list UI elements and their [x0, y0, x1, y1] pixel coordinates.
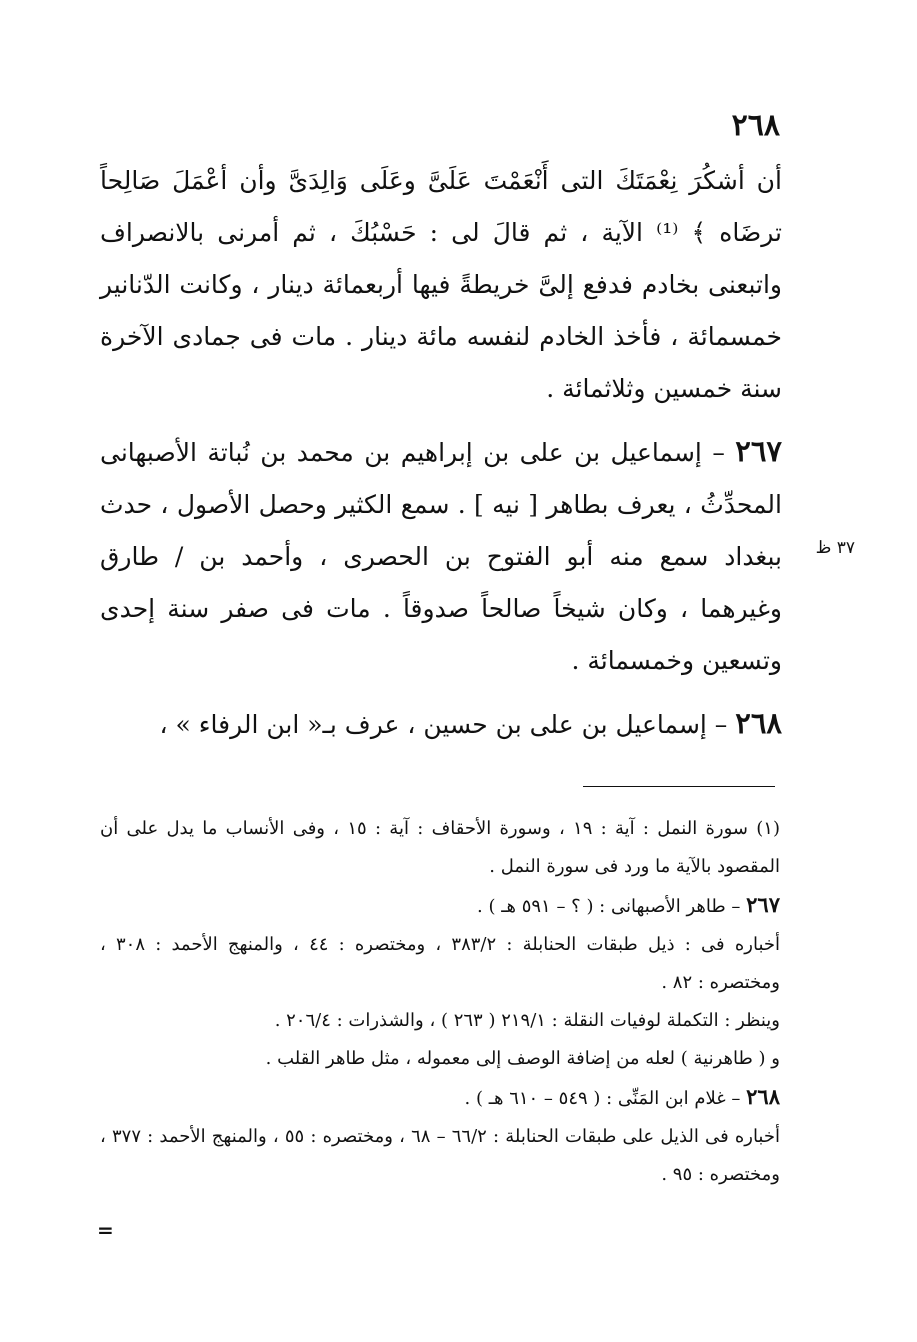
footnote-divider [583, 786, 775, 787]
footnote-267-sources: أخباره فى : ذيل طبقات الحنابلة : ٣٨٣/٢ ، ومختصره : ٤٤ ، والمنهج الأحمد : ٣٠٨ ، ومختصره : ٨٢ . [100, 934, 781, 993]
footnotes [100, 810, 780, 1194]
entry-text-267: – إسماعيل بن على بن إبراهيم بن محمد بن نُباتة الأصبهانى المحدِّثُ ، يعرف بطاهر [ نيه ] . سمع الكثير وحصل الأصول ، حدث ببغداد سمع منه أبو الفتوح بن الحصرى ، وأحمد بن / طارق وغيرهما ، وكان شيخاً صالحاً صدوقاً . مات فى صفر سنة إحدى وتسعين وخمسمائة . [100, 438, 782, 675]
footnote-267-see-also: وينظر : التكملة لوفيات النقلة : ٢١٩/١ ( ٢٦٣ ) ، والشذرات : ٢٠٦/٤ . [274, 1010, 780, 1031]
footnote-268-number: ٢٦٨ [746, 1084, 780, 1109]
footnote-267-remark: و ( طاهرنية ) لعله من إضافة الوصف إلى معموله ، مثل طاهر القلب . [265, 1048, 780, 1069]
entry-number-268: ٢٦٨ [735, 706, 782, 740]
footnote-267-number: ٢٦٧ [746, 892, 780, 917]
entry-text-268: – إسماعيل بن على بن حسين ، عرف بـ« ابن الرفاء » ، [159, 710, 736, 739]
footnote-1: (١) سورة النمل : آية : ١٩ ، وسورة الأحقاف : آية : ١٥ ، وفى الأنساب ما يدل على أن المقصود بالآية ما ورد فى سورة النمل . [100, 818, 780, 877]
entry-267 [100, 425, 782, 687]
entry-number-267: ٢٦٧ [735, 434, 782, 468]
page-number: ٢٦٨ [731, 108, 780, 143]
paragraph-continuation: أن أشكُرَ نِعْمَتَكَ التى أَنْعَمْتَ عَلَىَّ وعَلَى وَالِدَىَّ وأن أعْمَلَ صَالِحاً ترضَاه ﴾ ⁽¹⁾ الآية ، ثم قالَ لى : حَسْبُكَ ، ثم أمرنى بالانصراف واتبعنى بخادم فدفع إلىَّ خريطةً فيها أربعمائة دينار ، وكانت الدّنانير خمسمائة ، فأخذ الخادم لنفسه مائة دينار . مات فى جمادى الآخرة سنة خمسين وثلاثمائة . [100, 166, 782, 403]
continuation-mark: = [97, 1218, 114, 1242]
footnote-267-heading [100, 886, 780, 926]
main-text [100, 155, 782, 751]
entry-268 [100, 697, 782, 751]
footnote-268-title: – غلام ابن المَنِّى : ( ٥٤٩ – ٦١٠ هـ ) . [464, 1088, 747, 1109]
footnote-268-heading [100, 1078, 780, 1118]
footnote-268-sources: أخباره فى الذيل على طبقات الحنابلة : ٦٦/٢ – ٦٨ ، ومختصره : ٥٥ ، والمنهج الأحمد : ٣٧٧ ، ومختصره : ٩٥ . [100, 1126, 780, 1185]
manuscript-folio-note: ٣٧ ظ [815, 538, 855, 558]
footnote-267-title: – طاهر الأصبهانى : ( ؟ – ٥٩١ هـ ) . [477, 896, 747, 917]
